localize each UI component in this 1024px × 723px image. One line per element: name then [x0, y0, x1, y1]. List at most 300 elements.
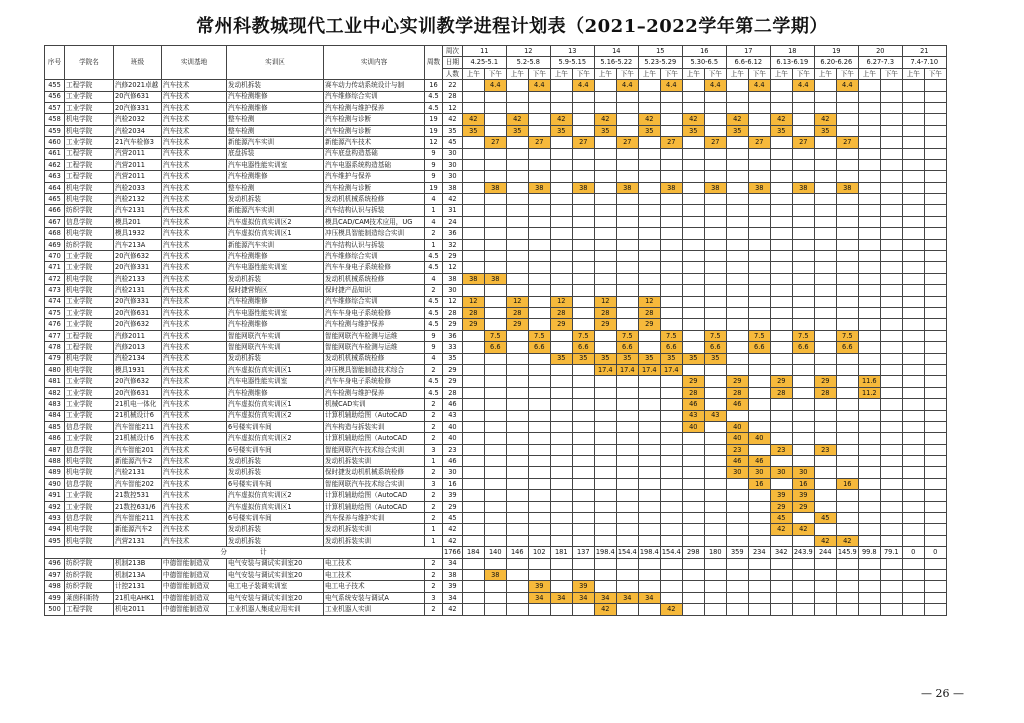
- schedule-cell: [748, 569, 770, 580]
- schedule-cell: [902, 91, 924, 102]
- schedule-cell: [704, 467, 726, 478]
- schedule-cell: [506, 433, 528, 444]
- row-college: 工业学院: [65, 399, 114, 410]
- schedule-cell: [924, 148, 946, 159]
- schedule-cell: 6.6: [792, 342, 814, 353]
- schedule-cell: [814, 456, 836, 467]
- schedule-cell: [638, 285, 660, 296]
- schedule-cell: [748, 399, 770, 410]
- schedule-cell: [682, 364, 704, 375]
- schedule-cell: [726, 102, 748, 113]
- row-seq: 495: [45, 535, 65, 546]
- schedule-cell: [880, 558, 902, 569]
- schedule-cell: [858, 91, 880, 102]
- schedule-cell: 42: [682, 114, 704, 125]
- schedule-cell: [836, 376, 858, 387]
- schedule-cell: [770, 456, 792, 467]
- schedule-cell: [836, 501, 858, 512]
- schedule-cell: [550, 501, 572, 512]
- schedule-cell: [616, 148, 638, 159]
- schedule-cell: [792, 216, 814, 227]
- schedule-cell: [462, 421, 484, 432]
- schedule-cell: [924, 444, 946, 455]
- schedule-cell: [660, 501, 682, 512]
- schedule-cell: [858, 171, 880, 182]
- schedule-cell: [660, 251, 682, 262]
- row-area: 保时捷营销区: [227, 285, 324, 296]
- row-college: 信息学院: [65, 421, 114, 432]
- schedule-cell: 27: [484, 137, 506, 148]
- header-college: 学院名: [65, 46, 114, 80]
- schedule-cell: [484, 171, 506, 182]
- row-seq: 488: [45, 456, 65, 467]
- table-row: [45, 444, 947, 455]
- schedule-cell: 27: [836, 137, 858, 148]
- row-weeks: 1: [425, 239, 443, 250]
- schedule-cell: [528, 159, 550, 170]
- row-weeks: 3: [425, 444, 443, 455]
- schedule-cell: [550, 569, 572, 580]
- schedule-cell: [902, 182, 924, 193]
- row-weeks: 4: [425, 353, 443, 364]
- schedule-cell: [770, 569, 792, 580]
- row-seq: 486: [45, 433, 65, 444]
- schedule-cell: [770, 421, 792, 432]
- schedule-cell: [484, 387, 506, 398]
- schedule-cell: 16: [792, 478, 814, 489]
- schedule-cell: [836, 569, 858, 580]
- row-base: 汽车技术: [162, 387, 227, 398]
- schedule-cell: [572, 307, 594, 318]
- schedule-cell: [660, 456, 682, 467]
- schedule-cell: [814, 604, 836, 615]
- row-weeks: 2: [425, 581, 443, 592]
- schedule-cell: [616, 501, 638, 512]
- header-morning: 上午: [902, 68, 924, 79]
- header-morning: 上午: [726, 68, 748, 79]
- row-weeks: 2: [425, 421, 443, 432]
- header-weeks-count: 周数: [425, 46, 443, 80]
- row-seq: 462: [45, 159, 65, 170]
- row-seq: 497: [45, 569, 65, 580]
- schedule-cell: 38: [528, 182, 550, 193]
- schedule-cell: [748, 513, 770, 524]
- schedule-cell: [902, 421, 924, 432]
- schedule-cell: [462, 216, 484, 227]
- schedule-cell: [880, 467, 902, 478]
- schedule-cell: 28: [638, 307, 660, 318]
- row-weeks: 1: [425, 524, 443, 535]
- header-seq: 序号: [45, 46, 65, 80]
- row-seq: 491: [45, 490, 65, 501]
- row-class: 模具201: [114, 216, 162, 227]
- schedule-cell: [902, 387, 924, 398]
- schedule-cell: [682, 262, 704, 273]
- schedule-cell: [814, 171, 836, 182]
- week-number: 20: [858, 46, 902, 57]
- schedule-cell: [572, 376, 594, 387]
- schedule-cell: [858, 592, 880, 603]
- schedule-cell: [924, 399, 946, 410]
- schedule-cell: [726, 239, 748, 250]
- schedule-cell: 38: [748, 182, 770, 193]
- schedule-cell: [792, 148, 814, 159]
- schedule-cell: [858, 501, 880, 512]
- schedule-cell: [616, 421, 638, 432]
- row-class: 汽检2133: [114, 273, 162, 284]
- schedule-cell: [616, 307, 638, 318]
- schedule-cell: 29: [550, 319, 572, 330]
- schedule-cell: [792, 251, 814, 262]
- schedule-cell: [506, 205, 528, 216]
- schedule-cell: [484, 433, 506, 444]
- table-row: [45, 205, 947, 216]
- schedule-cell: 38: [484, 273, 506, 284]
- header-class: 班级: [114, 46, 162, 80]
- schedule-cell: [616, 102, 638, 113]
- schedule-cell: [858, 581, 880, 592]
- schedule-cell: 38: [572, 182, 594, 193]
- table-row: [45, 216, 947, 227]
- header-afternoon: 下午: [792, 68, 814, 79]
- page-number: — 26 —: [921, 687, 964, 700]
- schedule-cell: [924, 307, 946, 318]
- schedule-cell: [462, 91, 484, 102]
- schedule-cell: [880, 125, 902, 136]
- schedule-cell: 17.4: [660, 364, 682, 375]
- schedule-cell: [638, 501, 660, 512]
- week-number: 21: [902, 46, 946, 57]
- schedule-cell: [506, 581, 528, 592]
- schedule-cell: [924, 376, 946, 387]
- schedule-cell: [638, 535, 660, 546]
- header-morning: 上午: [550, 68, 572, 79]
- schedule-cell: [594, 148, 616, 159]
- table-row: [45, 604, 947, 615]
- schedule-cell: [814, 558, 836, 569]
- row-headcount: 35: [443, 353, 463, 364]
- schedule-table: [44, 45, 947, 616]
- schedule-cell: [484, 194, 506, 205]
- schedule-cell: [748, 581, 770, 592]
- schedule-cell: [880, 353, 902, 364]
- schedule-cell: [770, 399, 792, 410]
- schedule-cell: [814, 159, 836, 170]
- schedule-cell: [638, 478, 660, 489]
- schedule-cell: [484, 205, 506, 216]
- schedule-cell: [902, 604, 924, 615]
- header-morning: 上午: [682, 68, 704, 79]
- schedule-cell: [814, 353, 836, 364]
- schedule-cell: [858, 444, 880, 455]
- schedule-cell: [506, 604, 528, 615]
- schedule-cell: [814, 102, 836, 113]
- schedule-cell: [484, 558, 506, 569]
- row-class: 21机械设计6: [114, 433, 162, 444]
- row-weeks: 2: [425, 364, 443, 375]
- schedule-cell: [484, 604, 506, 615]
- schedule-cell: [506, 535, 528, 546]
- schedule-cell: 7.5: [484, 330, 506, 341]
- schedule-cell: [462, 490, 484, 501]
- schedule-cell: [682, 251, 704, 262]
- schedule-cell: [924, 581, 946, 592]
- row-base: 汽车技术: [162, 125, 227, 136]
- week-date: 6.20-6.26: [814, 57, 858, 68]
- schedule-cell: [792, 513, 814, 524]
- schedule-cell: [572, 535, 594, 546]
- schedule-cell: [462, 604, 484, 615]
- schedule-cell: [506, 262, 528, 273]
- schedule-cell: [506, 558, 528, 569]
- schedule-cell: [594, 102, 616, 113]
- week-number: 13: [550, 46, 594, 57]
- row-college: 信息学院: [65, 444, 114, 455]
- table-row: [45, 353, 947, 364]
- row-base: 汽车技术: [162, 262, 227, 273]
- schedule-cell: [748, 125, 770, 136]
- row-base: 汽车技术: [162, 251, 227, 262]
- schedule-cell: [770, 194, 792, 205]
- schedule-cell: 42: [770, 114, 792, 125]
- row-seq: 499: [45, 592, 65, 603]
- schedule-cell: [924, 285, 946, 296]
- row-base: 汽车技术: [162, 159, 227, 170]
- row-content: 电气系统安装与调试A: [324, 592, 425, 603]
- schedule-cell: [880, 478, 902, 489]
- schedule-cell: [638, 604, 660, 615]
- schedule-cell: [726, 251, 748, 262]
- schedule-cell: [924, 114, 946, 125]
- schedule-cell: [858, 569, 880, 580]
- table-row: [45, 91, 947, 102]
- schedule-cell: [616, 239, 638, 250]
- schedule-cell: [858, 182, 880, 193]
- row-headcount: 29: [443, 376, 463, 387]
- row-class: 汽车智能202: [114, 478, 162, 489]
- row-area: 工业机器人集成应用实训: [227, 604, 324, 615]
- schedule-cell: 35: [814, 125, 836, 136]
- row-headcount: 33: [443, 342, 463, 353]
- schedule-cell: [880, 307, 902, 318]
- schedule-cell: [506, 273, 528, 284]
- schedule-cell: [660, 273, 682, 284]
- schedule-cell: [858, 353, 880, 364]
- schedule-cell: [506, 490, 528, 501]
- schedule-cell: [638, 410, 660, 421]
- schedule-cell: [880, 171, 902, 182]
- row-headcount: 40: [443, 421, 463, 432]
- schedule-cell: [616, 228, 638, 239]
- row-base: 汽车技术: [162, 273, 227, 284]
- schedule-cell: [462, 433, 484, 444]
- schedule-cell: 27: [616, 137, 638, 148]
- schedule-cell: [528, 501, 550, 512]
- schedule-cell: [638, 342, 660, 353]
- schedule-cell: [550, 194, 572, 205]
- schedule-cell: [836, 410, 858, 421]
- row-content: 计算机辅助绘图（AutoCAD: [324, 433, 425, 444]
- schedule-cell: [770, 535, 792, 546]
- row-class: 汽营2011: [114, 171, 162, 182]
- schedule-cell: [814, 205, 836, 216]
- schedule-cell: [572, 569, 594, 580]
- schedule-cell: [550, 251, 572, 262]
- schedule-cell: [924, 535, 946, 546]
- row-seq: 472: [45, 273, 65, 284]
- schedule-cell: [594, 410, 616, 421]
- schedule-cell: [506, 478, 528, 489]
- schedule-cell: [858, 273, 880, 284]
- schedule-cell: [572, 410, 594, 421]
- schedule-cell: [528, 251, 550, 262]
- week-number: 19: [814, 46, 858, 57]
- schedule-cell: [770, 558, 792, 569]
- schedule-cell: [924, 171, 946, 182]
- schedule-cell: [528, 148, 550, 159]
- schedule-cell: [770, 102, 792, 113]
- row-content: 汽车结构认识与拆装: [324, 205, 425, 216]
- schedule-cell: [528, 433, 550, 444]
- schedule-cell: [726, 182, 748, 193]
- schedule-cell: [924, 262, 946, 273]
- schedule-cell: [660, 262, 682, 273]
- row-content: 保时捷发动机机械系统检修: [324, 467, 425, 478]
- row-area: 发动机拆装: [227, 456, 324, 467]
- row-class: 汽修2013: [114, 342, 162, 353]
- schedule-cell: [550, 535, 572, 546]
- schedule-cell: [682, 273, 704, 284]
- week-date: 5.16-5.22: [594, 57, 638, 68]
- schedule-cell: [594, 478, 616, 489]
- schedule-cell: [748, 285, 770, 296]
- schedule-cell: [572, 228, 594, 239]
- schedule-cell: [616, 159, 638, 170]
- schedule-cell: [594, 262, 616, 273]
- schedule-cell: [704, 456, 726, 467]
- row-content: 汽车结构认识与拆装: [324, 239, 425, 250]
- schedule-cell: [704, 433, 726, 444]
- schedule-cell: [506, 421, 528, 432]
- schedule-cell: [902, 307, 924, 318]
- row-college: 工程学院: [65, 604, 114, 615]
- schedule-cell: [572, 216, 594, 227]
- schedule-cell: [528, 171, 550, 182]
- schedule-cell: [528, 376, 550, 387]
- schedule-cell: [550, 513, 572, 524]
- schedule-cell: [550, 433, 572, 444]
- row-area: 发动机拆装: [227, 273, 324, 284]
- schedule-cell: [616, 251, 638, 262]
- row-seq: 470: [45, 251, 65, 262]
- row-weeks: 4.5: [425, 307, 443, 318]
- schedule-cell: 43: [682, 410, 704, 421]
- schedule-cell: 16: [748, 478, 770, 489]
- row-area: 新能源汽车实训: [227, 205, 324, 216]
- header-afternoon: 下午: [660, 68, 682, 79]
- row-class: 21机械设计6: [114, 410, 162, 421]
- row-area: 汽车虚拟仿真实训区1: [227, 501, 324, 512]
- row-headcount: 39: [443, 581, 463, 592]
- schedule-cell: [880, 524, 902, 535]
- schedule-cell: [616, 376, 638, 387]
- week-date: 5.30-6.5: [682, 57, 726, 68]
- schedule-cell: [880, 592, 902, 603]
- table-row: [45, 285, 947, 296]
- summary-value: 79.1: [880, 547, 902, 558]
- row-weeks: 4.5: [425, 262, 443, 273]
- schedule-cell: [748, 228, 770, 239]
- schedule-cell: [836, 125, 858, 136]
- row-area: 电工电子装调实训室: [227, 581, 324, 592]
- schedule-cell: [506, 501, 528, 512]
- schedule-cell: [594, 273, 616, 284]
- schedule-cell: 38: [484, 182, 506, 193]
- row-seq: 485: [45, 421, 65, 432]
- page-title: 常州科教城现代工业中心实训教学进程计划表（2021–2022学年第二学期）: [196, 16, 828, 37]
- schedule-cell: [506, 330, 528, 341]
- row-college: 机电学院: [65, 285, 114, 296]
- schedule-cell: [616, 558, 638, 569]
- schedule-cell: [902, 159, 924, 170]
- schedule-cell: [660, 478, 682, 489]
- schedule-cell: [528, 125, 550, 136]
- schedule-cell: [660, 399, 682, 410]
- row-headcount: 30: [443, 148, 463, 159]
- header-afternoon: 下午: [748, 68, 770, 79]
- row-seq: 494: [45, 524, 65, 535]
- schedule-cell: [638, 513, 660, 524]
- table-row: [45, 592, 947, 603]
- schedule-cell: [770, 410, 792, 421]
- schedule-cell: [528, 228, 550, 239]
- schedule-cell: [550, 364, 572, 375]
- schedule-cell: 4.4: [792, 80, 814, 91]
- schedule-cell: [616, 91, 638, 102]
- schedule-cell: [462, 262, 484, 273]
- schedule-cell: [748, 114, 770, 125]
- schedule-cell: 42: [594, 114, 616, 125]
- schedule-cell: [638, 433, 660, 444]
- table-row: [45, 319, 947, 330]
- row-headcount: 38: [443, 182, 463, 193]
- row-area: 发动机拆装: [227, 194, 324, 205]
- row-class: 21机电AHK1: [114, 592, 162, 603]
- schedule-cell: [528, 604, 550, 615]
- schedule-cell: [880, 330, 902, 341]
- row-weeks: 2: [425, 569, 443, 580]
- table-row: [45, 228, 947, 239]
- row-base: 汽车技术: [162, 137, 227, 148]
- schedule-cell: [814, 501, 836, 512]
- schedule-cell: [682, 148, 704, 159]
- schedule-cell: [924, 91, 946, 102]
- schedule-cell: [836, 581, 858, 592]
- schedule-cell: [704, 364, 726, 375]
- schedule-cell: [726, 194, 748, 205]
- row-content: 智能网联汽车技术综合实训: [324, 444, 425, 455]
- schedule-cell: [638, 159, 660, 170]
- schedule-cell: [836, 513, 858, 524]
- schedule-cell: [660, 171, 682, 182]
- week-number: 11: [462, 46, 506, 57]
- schedule-cell: [528, 91, 550, 102]
- row-base: 汽车技术: [162, 205, 227, 216]
- schedule-cell: [836, 490, 858, 501]
- row-base: 汽车技术: [162, 216, 227, 227]
- schedule-cell: [638, 148, 660, 159]
- row-content: 电工电子技术: [324, 581, 425, 592]
